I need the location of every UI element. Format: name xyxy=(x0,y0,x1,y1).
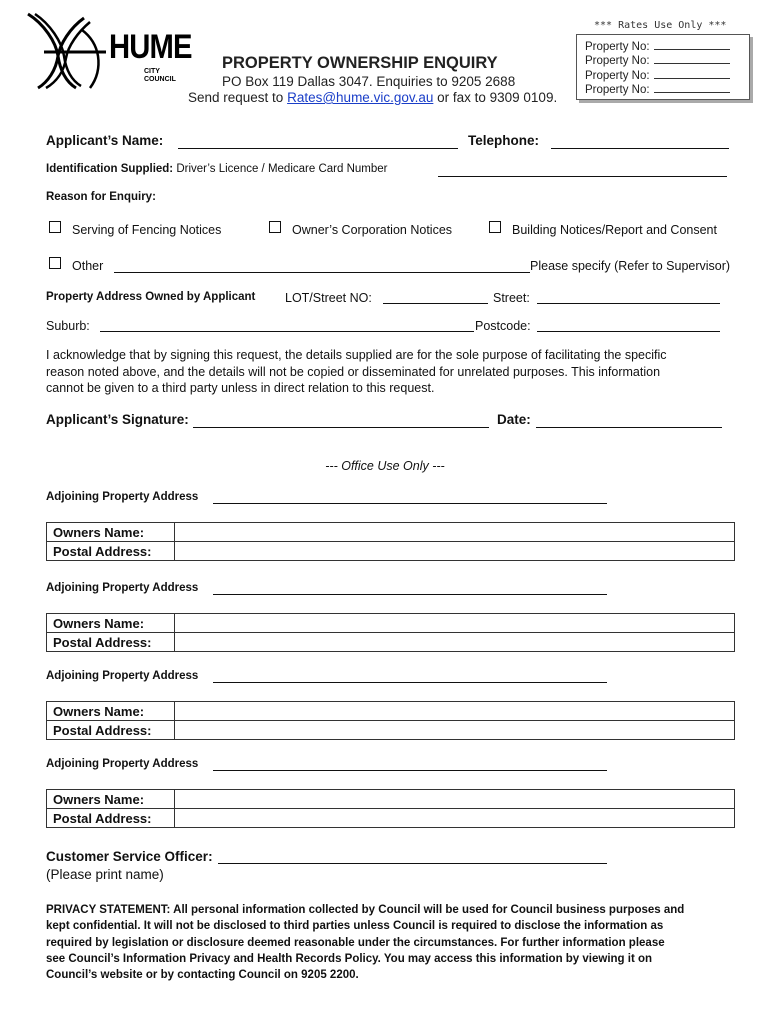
adjoining-property-field[interactable] xyxy=(213,682,607,683)
other-specify-hint: Please specify (Refer to Supervisor) xyxy=(530,259,731,273)
owners-table xyxy=(46,701,735,740)
acknowledgement-line: cannot be given to a third party unless in direct relation to this request. xyxy=(46,381,435,395)
telephone-label: Telephone: xyxy=(468,133,540,148)
table-row xyxy=(47,702,735,721)
cso-label: Customer Service Officer: xyxy=(46,849,213,864)
table-row xyxy=(47,614,735,633)
send-prefix: Send request to xyxy=(188,90,288,105)
lot-street-no-label: LOT/Street NO: xyxy=(285,291,372,305)
postal-address-field[interactable] xyxy=(175,809,735,828)
adjoining-property-label: Adjoining Property Address xyxy=(46,758,199,770)
date-field[interactable] xyxy=(536,427,722,428)
cso-print-hint: (Please print name) xyxy=(46,867,164,882)
signature-label: Applicant’s Signature: xyxy=(46,412,189,427)
owners-name-field[interactable] xyxy=(175,702,735,721)
property-no-label: Property No: xyxy=(585,84,650,96)
table-row xyxy=(47,523,735,542)
identification-text: Driver’s Licence / Medicare Card Number xyxy=(176,163,388,175)
property-no-label: Property No: xyxy=(585,69,650,82)
reason-label: Reason for Enquiry: xyxy=(46,191,156,203)
owners-name-field[interactable] xyxy=(175,523,735,542)
acknowledgement-line: reason noted above, and the details will not be copied or disseminated for unrelated purposes. This information xyxy=(46,364,661,379)
owners-name-label: Owners Name: xyxy=(47,523,175,542)
logo-wordmark: HUME xyxy=(109,28,192,66)
privacy-line: Council’s website or by contacting Council on 9205 2200. xyxy=(46,969,359,982)
privacy-line: see Council’s Information Privacy and Health Records Policy. You may access this information by viewing it on xyxy=(46,952,653,965)
rates-property-row xyxy=(585,53,749,68)
other-checkbox[interactable] xyxy=(49,257,61,269)
street-field[interactable] xyxy=(537,303,720,304)
property-no-label: Property No: xyxy=(585,55,650,67)
applicant-name-label: Applicant’s Name: xyxy=(46,133,164,148)
owners-corporation-label: Owner’s Corporation Notices xyxy=(292,223,453,237)
postal-address-label: Postal Address: xyxy=(47,809,175,828)
owners-name-field[interactable] xyxy=(175,790,735,809)
postcode-field[interactable] xyxy=(537,331,720,332)
owners-table xyxy=(46,522,735,561)
applicant-name-field[interactable] xyxy=(178,148,458,149)
building-notices-checkbox[interactable] xyxy=(489,221,501,233)
logo-subtitle: CITY COUNCIL xyxy=(144,68,176,83)
other-specify-field[interactable] xyxy=(114,272,530,273)
fencing-notices-label: Serving of Fencing Notices xyxy=(72,223,222,237)
lot-street-no-field[interactable] xyxy=(383,303,488,304)
hume-logo-mark-icon xyxy=(26,10,116,90)
identification-label: Identification Supplied: xyxy=(46,163,174,175)
owners-corporation-checkbox[interactable] xyxy=(269,221,281,233)
identification-field[interactable] xyxy=(438,176,727,177)
privacy-line: PRIVACY STATEMENT: All personal information collected by Council will be used for Council business purposes and xyxy=(46,904,685,916)
cso-name-field[interactable] xyxy=(218,863,607,864)
table-row xyxy=(47,721,735,740)
identification-row xyxy=(46,163,387,175)
privacy-statement xyxy=(46,902,736,983)
rates-property-row xyxy=(585,82,749,97)
date-label: Date: xyxy=(497,412,531,427)
suburb-field[interactable] xyxy=(100,331,474,332)
adjoining-property-field[interactable] xyxy=(213,503,607,504)
postal-address-field[interactable] xyxy=(175,721,735,740)
property-no-field[interactable] xyxy=(654,49,730,50)
postal-address-label: Postal Address: xyxy=(47,542,175,561)
table-row xyxy=(47,542,735,561)
property-no-field[interactable] xyxy=(654,63,730,64)
rates-property-row xyxy=(585,67,749,82)
owners-name-label: Owners Name: xyxy=(47,790,175,809)
adjoining-property-field[interactable] xyxy=(213,770,607,771)
property-no-field[interactable] xyxy=(654,78,730,79)
send-request-line xyxy=(188,90,557,105)
postal-address-field[interactable] xyxy=(175,542,735,561)
rates-use-only-box xyxy=(576,34,750,100)
rates-use-only-title: *** Rates Use Only *** xyxy=(594,20,727,31)
adjoining-property-label: Adjoining Property Address xyxy=(46,670,199,682)
owners-name-label: Owners Name: xyxy=(47,702,175,721)
table-row xyxy=(47,809,735,828)
property-no-label: Property No: xyxy=(585,40,650,53)
owners-name-label: Owners Name: xyxy=(47,614,175,633)
owners-table xyxy=(46,789,735,828)
adjoining-property-label: Adjoining Property Address xyxy=(46,491,199,503)
privacy-line: kept confidential. It will not be disclosed to third parties unless Council is required to disclose the information as xyxy=(46,920,664,933)
postal-address-label: Postal Address: xyxy=(47,633,175,652)
postal-address-field[interactable] xyxy=(175,633,735,652)
hume-logo xyxy=(26,10,192,90)
suburb-label: Suburb: xyxy=(46,319,90,333)
rates-property-row xyxy=(585,38,749,53)
fencing-notices-checkbox[interactable] xyxy=(49,221,61,233)
postal-address-label: Postal Address: xyxy=(47,721,175,740)
street-label: Street: xyxy=(493,291,530,305)
signature-field[interactable] xyxy=(193,427,489,428)
building-notices-label: Building Notices/Report and Consent xyxy=(512,223,717,237)
adjoining-property-field[interactable] xyxy=(213,594,607,595)
rates-email-link[interactable]: Rates@hume.vic.gov.au xyxy=(287,90,434,105)
table-row xyxy=(47,790,735,809)
owners-name-field[interactable] xyxy=(175,614,735,633)
postcode-label: Postcode: xyxy=(475,319,531,333)
table-row xyxy=(47,633,735,652)
acknowledgement-line: I acknowledge that by signing this request, the details supplied are for the sole purpose of facilitating the specific xyxy=(46,348,667,362)
postal-enquiries-line: PO Box 119 Dallas 3047. Enquiries to 9205 2688 xyxy=(222,74,516,89)
acknowledgement-text xyxy=(46,347,726,397)
page-title: PROPERTY OWNERSHIP ENQUIRY xyxy=(222,54,498,72)
other-label: Other xyxy=(72,259,104,273)
owners-table xyxy=(46,613,735,652)
send-suffix: or fax to 9309 0109. xyxy=(433,90,558,105)
property-address-label: Property Address Owned by Applicant xyxy=(46,291,256,303)
telephone-field[interactable] xyxy=(551,148,729,149)
privacy-line: required by legislation or disclosure deemed reasonable under the circumstances. For further information please xyxy=(46,936,665,949)
office-use-heading: --- Office Use Only --- xyxy=(325,459,445,473)
adjoining-property-label: Adjoining Property Address xyxy=(46,582,199,594)
property-no-field[interactable] xyxy=(654,92,730,93)
